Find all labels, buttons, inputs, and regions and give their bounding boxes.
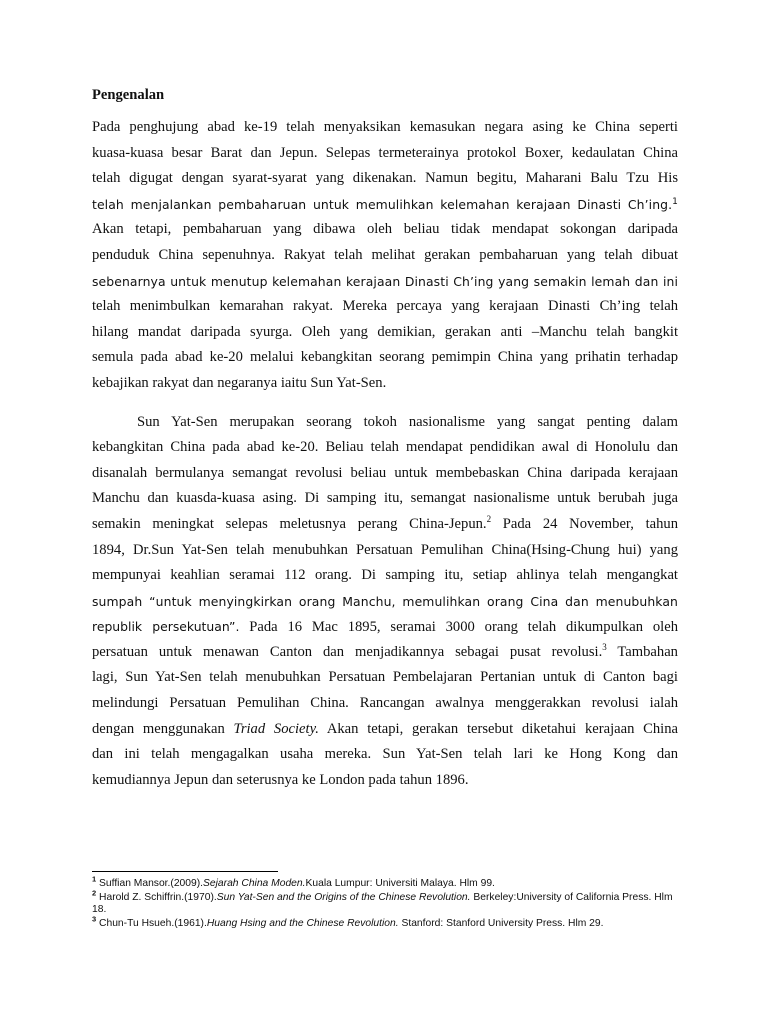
line-text: Tambahan [606, 643, 678, 660]
paragraph-line: semula pada abad ke-20 melalui kebangkitan seorang pemimpin China yang prihatin terhadap [92, 349, 678, 366]
paragraph-line: telah digugat dengan syarat-syarat yang dikenakan. Namun begitu, Maharani Balu Tzu His [92, 170, 678, 187]
footnotes [92, 874, 682, 931]
line-text: telah menimbulkan kemarahan rakyat. Mereka percaya yang kerajaan Dinasti Ch’ing telah [92, 298, 678, 315]
paragraph-line: dan ini telah mengagalkan usaha mereka. Sun Yat-Sen telah lari ke Hong Kong dan [92, 746, 678, 763]
paragraph-line [92, 614, 678, 640]
paragraph-line: kebangkitan China pada abad ke-20. Beliau telah mendapat pendidikan awal di Honolulu dan [92, 439, 678, 456]
line-text: Pada 24 November, tahun [491, 515, 678, 532]
paragraph-1 [92, 115, 678, 397]
footnote-ref-2: 2 [486, 514, 492, 525]
footnote-separator [92, 871, 278, 872]
paragraph-line: Akan tetapi, pembaharuan yang dibawa oleh beliau tidak mendapat sokongan daripada [92, 221, 678, 238]
footnote-ref-1: 1 [672, 196, 678, 207]
footnote-text: Stanford: Stanford University Press. Hlm 29. [398, 917, 604, 929]
paragraph-line: Sun Yat-Sen merupakan seorang tokoh nasionalisme yang sangat penting dalam [137, 413, 678, 430]
paragraph-2 [92, 410, 678, 794]
line-text: dengan menggunakan [92, 720, 234, 737]
line-text: republik persekutuan”. [92, 619, 240, 635]
footnote-title: Huang Hsing and the Chinese Revolution. [206, 917, 399, 929]
footnote-title: Sun Yat-Sen and the Origins of the Chinese Revolution. [216, 891, 471, 903]
footnote-number: 2 [92, 888, 97, 898]
footnote-text: Harold Z. Schiffrin.(1970). [99, 891, 217, 903]
paragraph-line [92, 717, 678, 743]
paragraph-line: mempunyai keahlian seramai 112 orang. Di samping itu, setiap ahlinya telah mengangkat [92, 567, 678, 584]
italic-term: Triad Society. [233, 720, 319, 737]
line-text: telah menjalankan pembaharuan untuk memulihkan kelemahan kerajaan Dinasti Ch’ing. [92, 196, 673, 212]
footnote-2 [92, 888, 682, 917]
paragraph-line: Pada penghujung abad ke-19 telah menyaksikan kemasukan negara asing ke China seperti [92, 119, 678, 135]
paragraph-line: disanalah bermulanya semangat revolusi beliau untuk membebaskan China daripada kerajaan [92, 464, 678, 481]
footnote-text: Kuala Lumpur: Universiti Malaya. Hlm 99. [305, 878, 495, 889]
paragraph-line: sebenarnya untuk menutup kelemahan kerajaan Dinasti Ch’ing yang semakin lemah dan ini [92, 273, 678, 289]
paragraph-line: kebajikan rakyat dan negaranya iaitu Sun Yat-Sen. [92, 374, 387, 391]
paragraph-line: penduduk China sepenuhnya. Rakyat telah melihat gerakan pembaharuan yang telah dibuat [92, 246, 678, 263]
paragraph-line: kemudiannya Jepun dan seterusnya ke London pada tahun 1896. [92, 771, 469, 788]
paragraph-line: sumpah “untuk menyingkirkan orang Manchu, memulihkan orang Cina dan menubuhkan [92, 593, 678, 609]
paragraph-line: lagi, Sun Yat-Sen telah menubuhkan Persatuan Pembelajaran Pertanian untuk di Canton bagi [92, 669, 678, 686]
paragraph-line: hilang mandat daripada syurga. Oleh yang demikian, gerakan anti –Manchu telah bangkit [92, 323, 678, 340]
paragraph-line: 1894, Dr.Sun Yat-Sen telah menubuhkan Persatuan Pemulihan China(Hsing-Chung hui) yang [92, 541, 678, 558]
paragraph-line: kuasa-kuasa besar Barat dan Jepun. Selepas termeterainya protokol Boxer, kedaulatan China [92, 144, 678, 161]
footnote-text: Chun-Tu Hsueh.(1961). [99, 917, 207, 929]
footnote-text: Suffian Mansor.(2009). [99, 878, 204, 889]
section-heading: Pengenalan [92, 87, 165, 103]
footnote-text: Berkeley:University of California Press. Hlm 18. [92, 891, 673, 916]
document-body [92, 84, 678, 793]
paragraph-line [92, 294, 678, 320]
paragraph-line [92, 512, 678, 538]
footnote-number: 1 [92, 874, 97, 884]
paragraph-line: melindungi Persatuan Pemulihan China. Rancangan awalnya menggerakkan revolusi ialah [92, 695, 678, 712]
footnote-1 [92, 874, 682, 891]
line-text: persatuan untuk menawan Canton dan menjadikannya sebagai pusat revolusi. [92, 643, 603, 660]
footnote-number: 3 [92, 914, 97, 924]
line-text: Pada 16 Mac 1895, seramai 3000 orang telah dikumpulkan oleh [239, 619, 678, 636]
line-text: semakin meningkat selepas meletusnya perang China-Jepun. [92, 515, 487, 532]
paragraph-line: Manchu dan kuasda-kuasa asing. Di samping itu, semangat nasionalisme untuk berubah juga [92, 490, 678, 507]
line-text: Akan tetapi, gerakan tersebut diketahui kerajaan China [318, 720, 678, 737]
paragraph-line [92, 192, 678, 218]
footnote-ref-3: 3 [602, 642, 607, 653]
footnote-3 [92, 914, 682, 931]
footnote-title: Sejarah China Moden. [203, 878, 306, 889]
paragraph-line [92, 640, 678, 666]
